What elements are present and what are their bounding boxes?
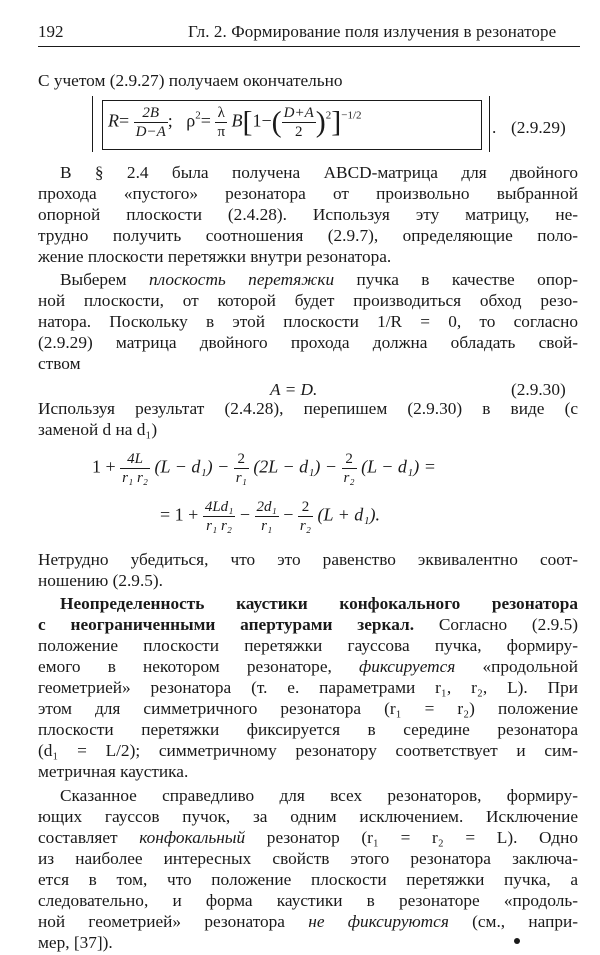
equation-row-2: = 1 + $\frac{\text{4Ld₁}}{\text{r₁ r₂}}$ − $\frac{\text{2d₁}}{\text{r₁}}$ − $\frac{2}{\text{r₂}}$ (L + d₁).	[160, 499, 381, 534]
para5-heading-line1: Неопределенность каустики конфокального резонатора	[60, 594, 578, 613]
para1-line3: опорной плоскости (2.4.28). Используя эту матрицу, не-	[38, 205, 578, 224]
header-rule	[38, 46, 580, 47]
para5-line2: с неограниченными апертурами зеркал. Согласно (2.9.5)	[38, 615, 578, 634]
para2-line1: Выберем плоскость перетяжки пучка в качестве опор-	[60, 270, 578, 289]
para5-line6: этом для симметричного резонатора (r₁ = r₂) положение	[38, 699, 578, 718]
running-title: Гл. 2. Формирование поля излучения в резонаторе	[188, 22, 557, 41]
formula-period: .	[492, 118, 497, 137]
equation-number-2-9-29: (2.9.29)	[511, 118, 566, 137]
para5-line7: плоскости перетяжки фиксируется в середине резонатора	[38, 720, 578, 739]
para1-line2: прохода «пустого» резонатора от произвольно выбранной	[38, 184, 578, 203]
fraction-r: $\frac{2B}{D-A}$	[135, 105, 166, 140]
para6-line4: из наиболее интересных свойств этого резонатора заключа-	[38, 849, 578, 868]
para2-line3: натора. Поскольку в этой плоскости 1/R = 0, то согласно	[38, 312, 578, 331]
page-number: 192	[38, 22, 64, 41]
para6-line1: Сказанное справедливо для всех резонаторов, формиру-	[60, 786, 578, 805]
para5-line8: (d₁ = L/2); симметричному резонатору соответствует и сим-	[38, 741, 578, 760]
intro-line: С учетом (2.9.27) получаем окончательно	[38, 71, 343, 90]
fraction-lambda-pi: $\frac{\lambda}{\pi}$	[217, 105, 226, 140]
para2-line5: ством	[38, 354, 81, 373]
para6-line8: мер, [37]).	[38, 933, 113, 952]
para3-line1: Используя результат (2.4.28), перепишем (2.9.30) в виде (с	[38, 399, 578, 418]
para5-line9: метричная каустика.	[38, 762, 189, 781]
equation-2-9-29: R= $\frac{2B}{D-A}$ ; $\rho^2=$ $\frac{\lambda}{\pi}$ B[1−( $\frac{D+A}{2}$ )$^2$]$^{-1/2}$	[108, 105, 362, 140]
para4-line1: Нетрудно убедиться, что это равенство эквивалентно соот-	[38, 550, 578, 569]
equation-row-1: 1 + $\frac{4L}{\text{r₁ r₂}}$ (L − d₁) − $\frac{2}{\text{r₁}}$ (2L − d₁) − $\frac{2}{\text{r₂}}$ (L − d₁) =	[92, 451, 436, 486]
para6-line3: составляет конфокальный резонатор (r₁ = r₂ = L). Одно	[38, 828, 578, 847]
para2-line4: (2.9.29) матрица двойного прохода должна обладать свой-	[38, 333, 578, 352]
para3-line2: заменой d на d₁)	[38, 420, 158, 439]
para6-line6: следовательно, и форма каустики в резонаторе «продоль-	[38, 891, 578, 910]
para6-line2: ющих гауссов пучок, за одним исключением. Исключение	[38, 807, 578, 826]
para5-line3: положение плоскости перетяжки гауссова пучка, формиру-	[38, 636, 578, 655]
equation-number-2-9-30: (2.9.30)	[511, 380, 566, 399]
para4-line2: ношению (2.9.5).	[38, 571, 163, 590]
para2-line2: ной плоскости, от которой будет производиться обход резо-	[38, 291, 578, 310]
para1-line4: трудно получить соотношения (2.9.7), определяющие поло-	[38, 226, 578, 245]
equation-2-9-30: A = D.	[270, 380, 318, 399]
para6-line5: ется в том, что положение плоскости перетяжки пучка, а	[38, 870, 578, 889]
para1-line5: жение плоскости перетяжки внутри резонатора.	[38, 247, 392, 266]
para1-line1: В § 2.4 была получена ABCD-матрица для двойного	[60, 163, 578, 182]
para5-line5: геометрией» резонатора (т. е. параметрами r₁, r₂, L). При	[38, 678, 578, 697]
para5-line4: емого в некотором резонаторе, фиксируется «продольной	[38, 657, 578, 676]
para6-line7: ной геометрией» резонатора не фиксируются (см., напри-	[38, 912, 578, 931]
ink-speck	[514, 938, 520, 944]
fraction-d-plus-a: $\frac{D+A}{2}$	[283, 105, 314, 140]
